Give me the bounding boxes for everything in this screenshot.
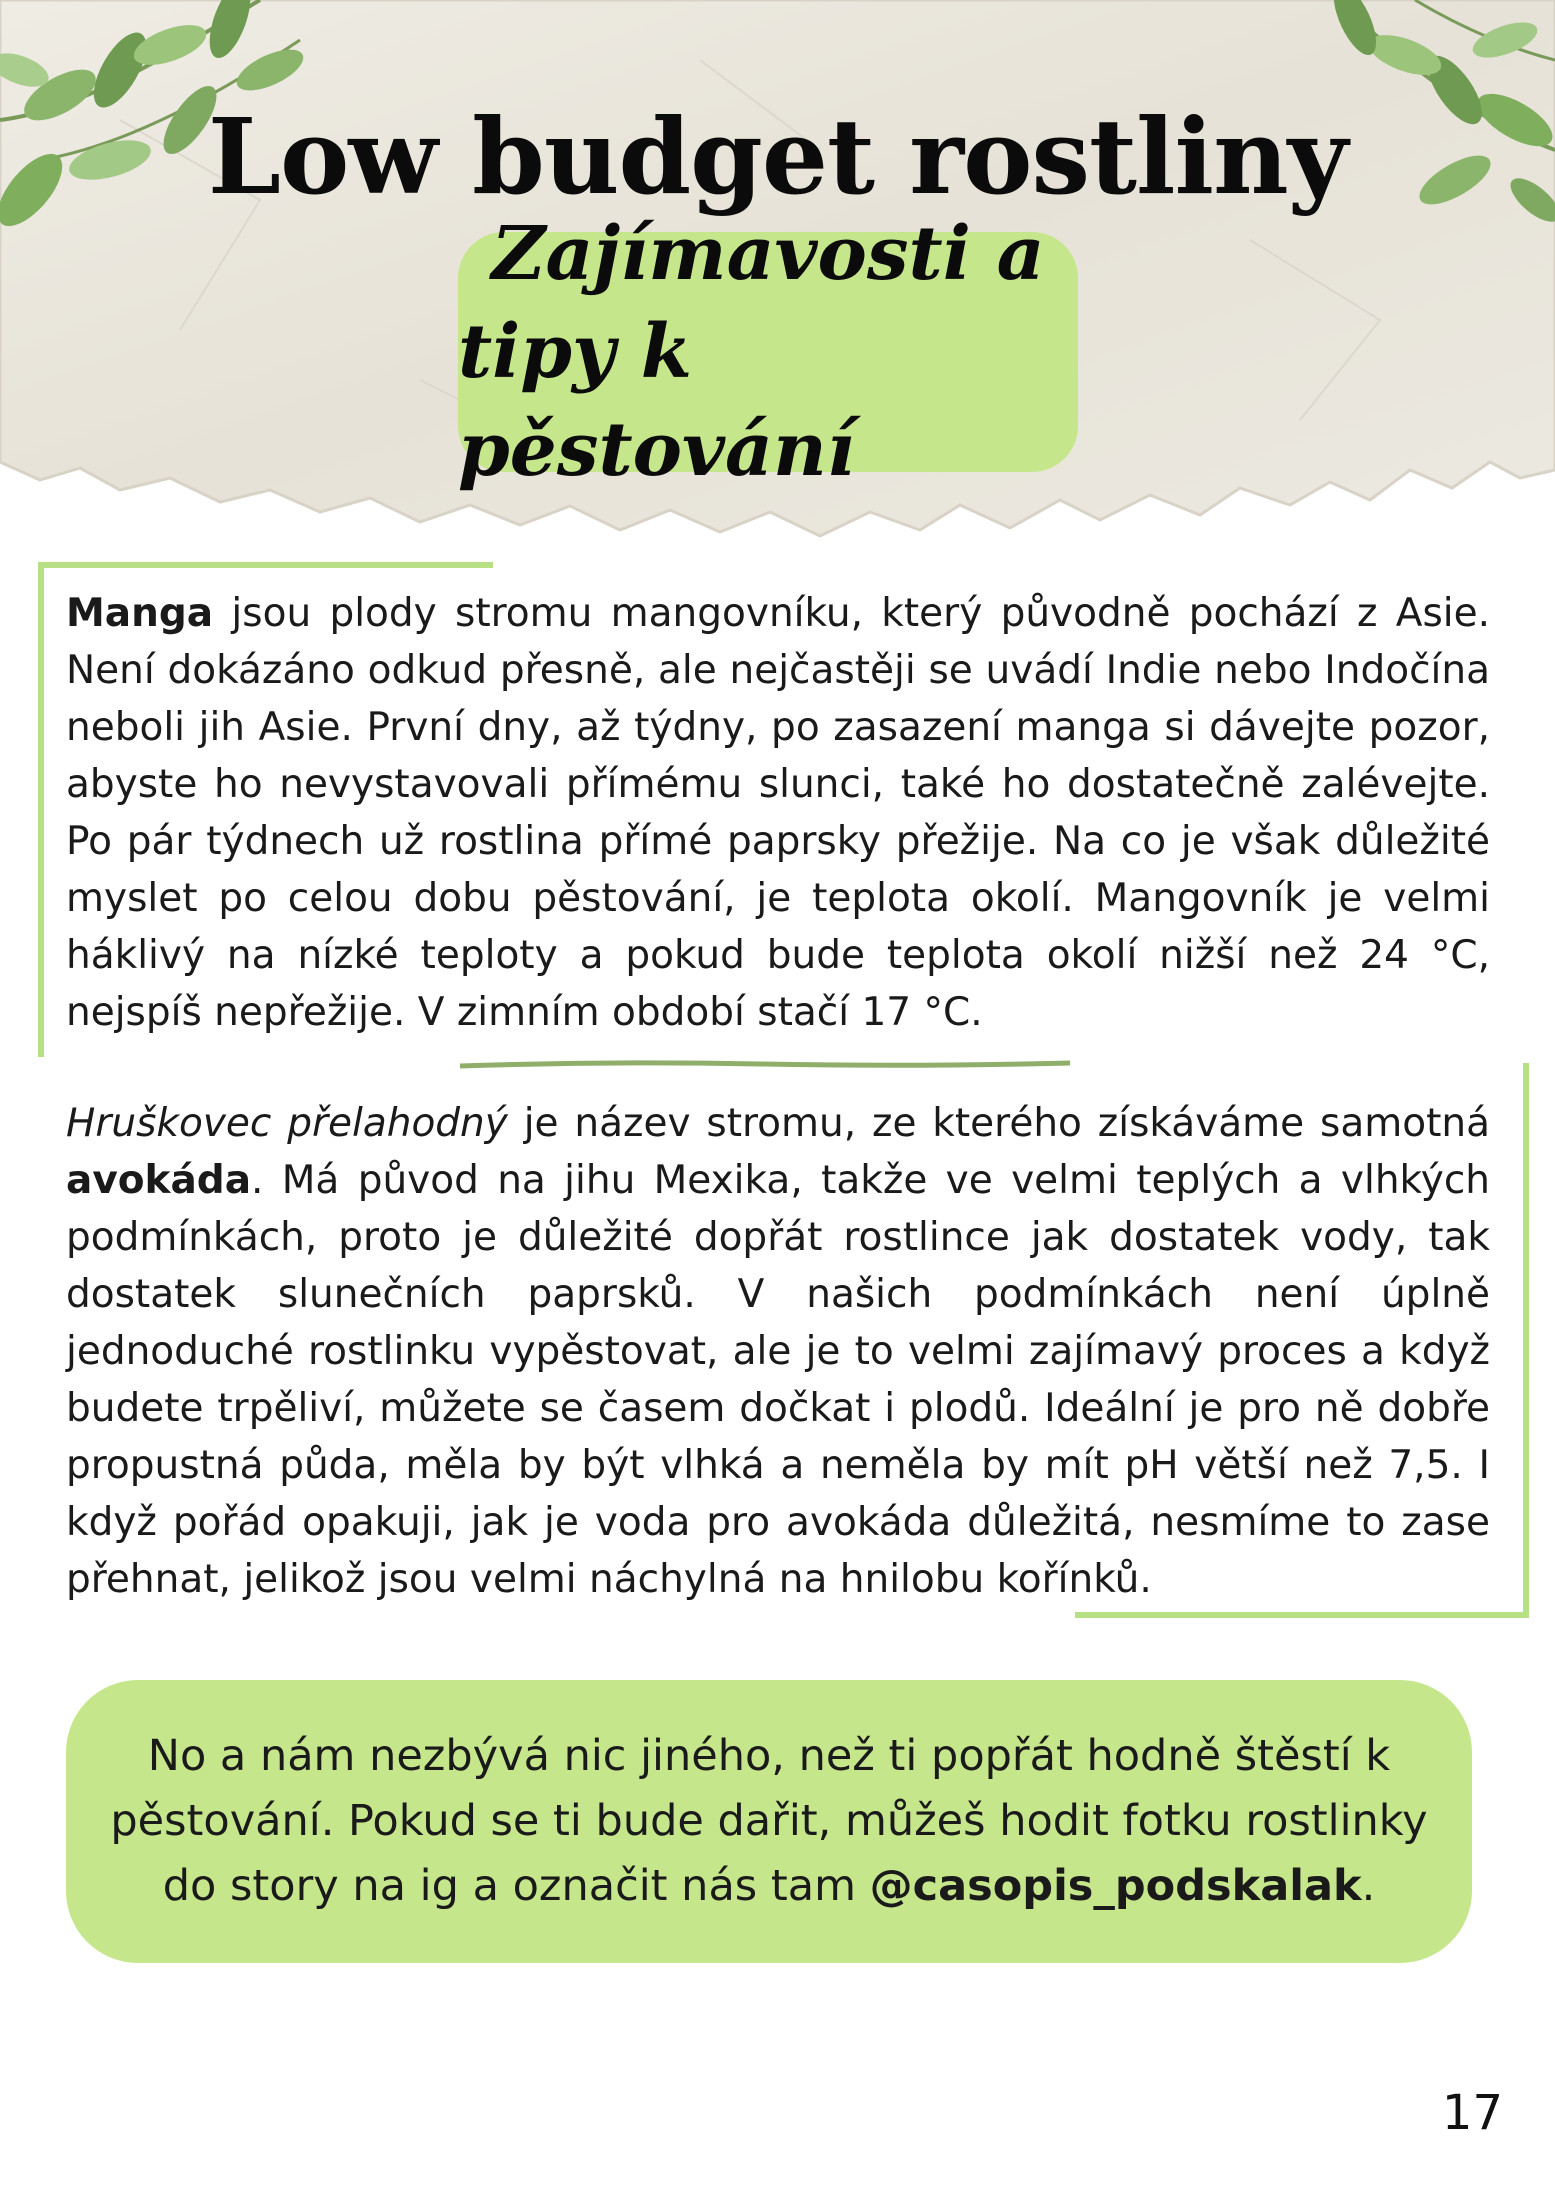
page-number: 17 — [1441, 2085, 1503, 2141]
mango-lead: Manga — [66, 591, 214, 636]
callout-paragraph — [89, 1724, 1449, 1919]
instagram-handle: @casopis_podskalak — [869, 1861, 1362, 1911]
frame-bottom-line — [1075, 1612, 1529, 1618]
page-title: Low budget rostliny — [207, 95, 1348, 218]
section-divider — [460, 1057, 1070, 1076]
frame-right-line — [1523, 1063, 1529, 1618]
avocado-bold-word: avokáda — [66, 1158, 252, 1203]
subtitle-line-2: tipy k pěstování — [458, 309, 855, 493]
avocado-paragraph — [66, 1095, 1490, 1608]
avocado-tree-name: Hruškovec přelahodný — [66, 1101, 508, 1146]
frame-left-line — [38, 562, 44, 1057]
mango-paragraph — [66, 585, 1490, 1041]
closing-callout — [66, 1680, 1472, 1963]
callout-text: No a nám nezbývá nic jiného, než ti popřát hodně štěstí k pěstování. Pokud se ti bude dařit, můžeš hodit fotku rostlinky do story na ig a označit nás tam — [110, 1731, 1428, 1911]
callout-end: . — [1361, 1861, 1376, 1911]
subtitle-line-1: Zajímavosti a — [491, 211, 1045, 297]
subtitle-banner — [458, 211, 1078, 493]
avocado-text-before: je název stromu, ze kterého získáváme samotná — [507, 1101, 1490, 1146]
mango-text: jsou plody stromu mangovníku, který původně pochází z Asie. Není dokázáno odkud přesně, ale nejčastěji se uvádí Indie nebo Indočína neboli jih Asie. První dny, až týdny, po zasazení manga si dávejte pozor, abyste ho nevystavovali přímému slunci, také ho dostatečně zalévejte. Po pár týdnech už rostlina přímé paprsky přežije. Na co je však důležité myslet po celou dobu pěstování, je teplota okolí. Mangovník je velmi háklivý na nízké teploty a pokud bude teplota okolí nižší než 24 °C, nejspíš nepřežije. V zimním období stačí 17 °C. — [66, 591, 1490, 1035]
frame-top-line — [38, 562, 493, 568]
avocado-text-after: . Má původ na jihu Mexika, takže ve velmi teplých a vlhkých podmínkách, proto je důležité dopřát rostlince jak dostatek vody, tak dostatek slunečních paprsků. V našich podmínkách není úplně jednoduché rostlinku vypěstovat, ale je to velmi zajímavý proces a když budete trpěliví, můžete se časem dočkat i plodů. Ideální je pro ně dobře propustná půda, měla by být vlhká a neměla by mít pH větší než 7,5. I když pořád opakuji, jak je voda pro avokáda důležitá, nesmíme to zase přehnat, jelikož jsou velmi náchylná na hnilobu kořínků. — [66, 1158, 1490, 1602]
